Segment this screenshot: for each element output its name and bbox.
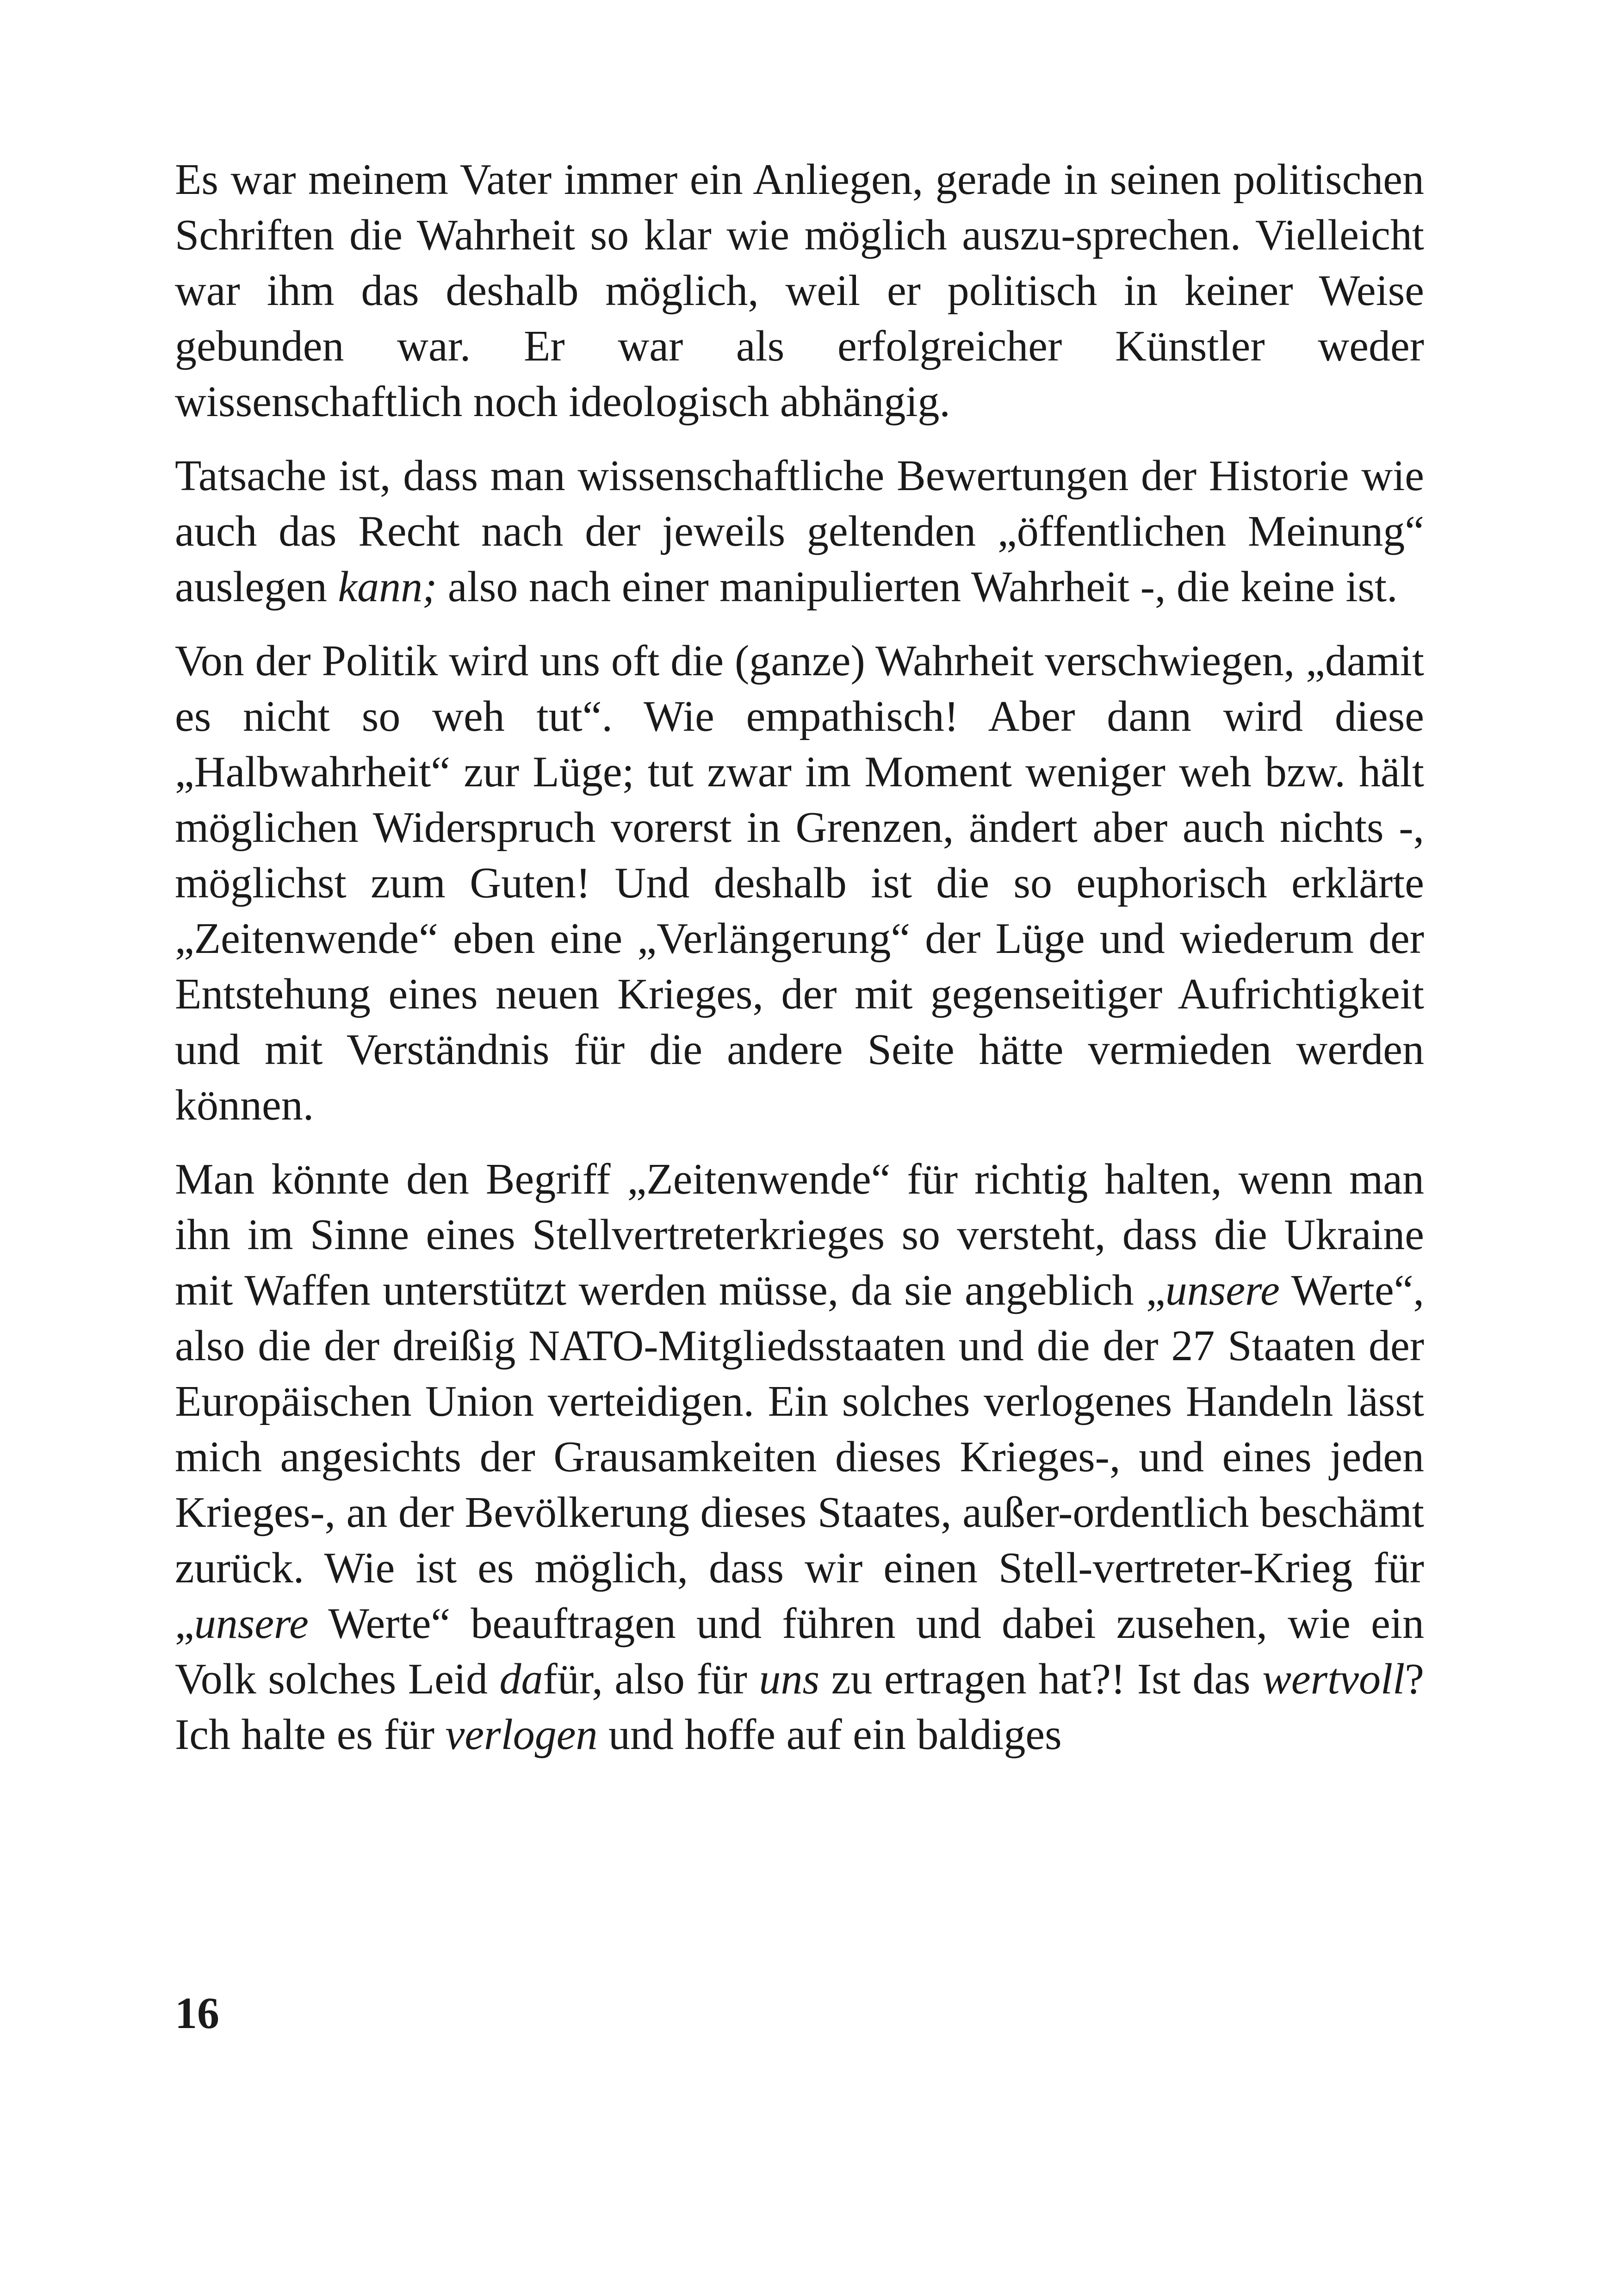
italic-text: uns [759, 1655, 820, 1703]
italic-text: unsere [194, 1599, 309, 1648]
text-run: für, also für [543, 1655, 759, 1703]
text-run: Man könnte den Begriff „Zeitenwende“ für richtig halten, wenn man ihn im Sinne eines Stellvertreterkrieges so versteht, dass die Ukraine mit Waffen unterstützt werden müsse, da sie angeblich „ [175, 1155, 1424, 1314]
text-run: Es war meinem Vater immer ein Anliegen, gerade in seinen politischen Schriften die Wahrheit so klar wie möglich auszu-sprechen. Vielleicht war ihm das deshalb möglich, weil er politisch in keiner Weise gebunden war. Er war als erfolgreicher Künstler weder wissenschaftlich noch ideologisch abhängig. [175, 156, 1424, 426]
italic-text: unsere [1165, 1266, 1280, 1314]
text-run: Tatsache ist, dass man wissenschaftliche Bewertungen der Historie wie auch das Recht nach der jeweils geltenden „öffentlichen Meinung“ auslegen [175, 452, 1424, 611]
page-number: 16 [175, 1988, 219, 2038]
italic-text: verlogen [445, 1711, 598, 1759]
body-text [175, 152, 1424, 1781]
italic-text: wertvoll [1262, 1655, 1405, 1703]
paragraph [175, 448, 1424, 615]
italic-text: da [499, 1655, 543, 1703]
text-run: ? Ich halte es für [175, 1655, 1424, 1759]
text-run: Werte“, also die der dreißig NATO-Mitgliedsstaaten und die der 27 Staaten der Europäischen Union verteidigen. Ein solches verlogenes Handeln lässt mich angesichts der Grausamkeiten dieses Krieges-, und eines jeden Krieges-, an der Bevölkerung dieses Staates, außer-ordentlich beschämt zurück. Wie ist es möglich, dass wir einen Stell-vertreter-Krieg für „ [175, 1266, 1424, 1648]
text-run: Von der Politik wird uns oft die (ganze) Wahrheit verschwiegen, „damit es nicht so weh tut“. Wie empathisch! Aber dann wird diese „Halbwahrheit“ zur Lüge; tut zwar im Moment weniger weh bzw. hält möglichen Widerspruch vorerst in Grenzen, ändert aber auch nichts -, möglichst zum Guten! Und deshalb ist die so euphorisch erklärte „Zeitenwende“ eben eine „Verlängerung“ der Lüge und wiederum der Entstehung eines neuen Krieges, der mit gegenseitiger Aufrichtigkeit und mit Verständnis für die andere Seite hätte vermieden werden können. [175, 637, 1424, 1129]
paragraph [175, 1151, 1424, 1762]
text-run: zu ertragen hat?! Ist das [819, 1655, 1263, 1703]
italic-text: kann; [338, 563, 437, 611]
paragraph [175, 152, 1424, 429]
text-run: Werte“ beauftragen und führen und dabei zusehen, wie ein Volk solches Leid [175, 1599, 1424, 1703]
text-run: und hoffe auf ein baldiges [597, 1711, 1062, 1759]
paragraph [175, 633, 1424, 1133]
text-run: also nach einer manipulierten Wahrheit -, die keine ist. [437, 563, 1398, 611]
